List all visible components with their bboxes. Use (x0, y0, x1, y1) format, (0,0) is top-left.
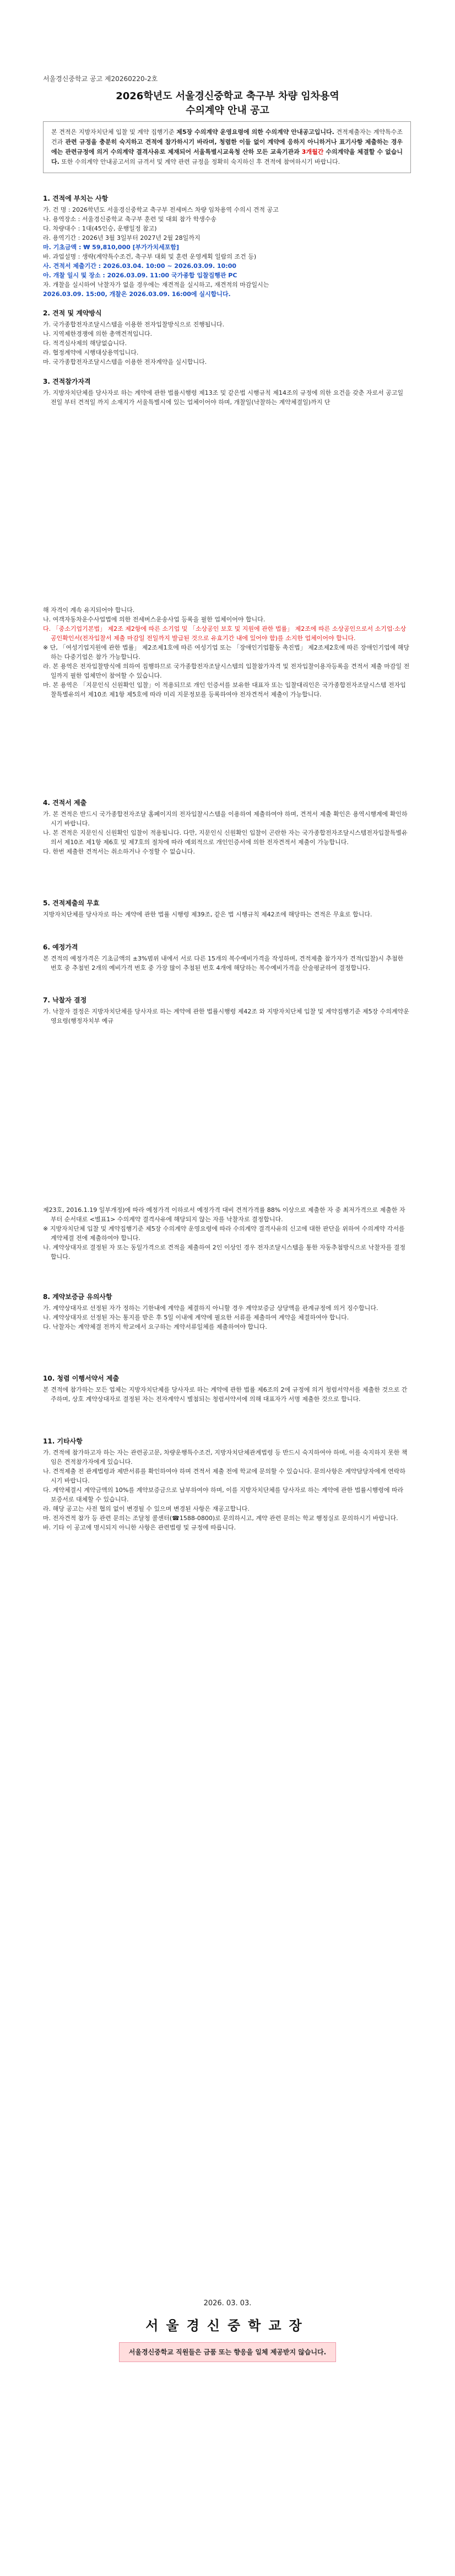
intro-text-3: 또한 수의계약 안내공고서의 규격서 및 계약 관련 규정을 정확히 숙지하신 후 견적에 참여하시기 바랍니다. (59, 158, 340, 165)
section-heading: 5. 견적제출의 무효 (43, 899, 100, 907)
section-body: 본 견적의 예정가격은 기초금액의 ±3%범위 내에서 서로 다른 15개의 복수예비가격을 작성하며, 견적제출 참가자가 견적(입찰)시 추첨한 번호 중 추첨빈 2개의 예비가격 번호 중 가장 많이 추첨된 번호 4개에 해당하는 복수예비가격을 산술평균하여 결정합니다. (43, 955, 404, 972)
section-body: 본 견적에 참가하는 모든 업체는 지방자치단체를 당사자로 하는 계약에 관한 법률 제6조의 2에 규정에 의거 청렴서약서를 제출한 것으로 간주하며, 상호 계약상대자로 결정된 자는 전자계약시 별첨되는 청렴서약서에 의해 대표자가 서명 제출한 것으로 합니다. (43, 1386, 408, 1403)
list-item: 2026.03.09. 15:00, 개찰은 2026.03.09. 16:00에 실시합니다. (43, 291, 231, 298)
list-item: 나. 여객자동차운수사업법에 의한 전세버스운송사업 등록을 필한 업체이어야 합니다. (43, 616, 266, 623)
section-3 (43, 377, 411, 407)
list-item: 나. 계약상대자로 결정된 자 또는 동일가격으로 견적을 제출하여 2인 이상인 경우 전자조달시스템을 통한 자동추첨방식으로 낙찰자를 결정합니다. (43, 1244, 405, 1260)
list-item: 다. 「중소기업기본법」 제2조 제2항에 따른 소기업 및 「소상공인 보호 및 지원에 관한 법률」 제2조에 따른 소상공인으로서 소기업·소상공인확인서(전자입찰서 제출 마감일 전일까지 발급된 것으로 유효기간 내에 있어야 함)를 소지한 업체이어야 합니다. (43, 625, 407, 642)
section-1 (43, 194, 411, 299)
list-item: 사. 견적서 제출기간 : 2026.03.04. 10:00 ~ 2026.03.09. 10:00 (43, 262, 236, 270)
intro-red-1: 3개월간 (299, 148, 324, 155)
list-item: ※ 지방자치단체 입찰 및 계약집행기준 제5장 수의계약 운영요령에 따라 수의계약 결격사유의 신고에 대한 판단을 위하여 수의계약 각서를 계약체결 전에 제출하여야 합니다. (43, 1225, 405, 1242)
section-heading: 10. 청렴 이행서약서 제출 (43, 1375, 120, 1382)
list-item: ※ 단, 「여성기업지원에 관한 법률」 제2조제1호에 따른 여성기업 또는 「장애인기업활동 촉진법」 제2조제2호에 따른 장애인기업에 해당하는 다중기업은 참가 가능합니다. (43, 644, 409, 661)
list-item: 나. 지역제한경쟁에 의한 총액견적입니다. (43, 330, 153, 337)
section-3-continued (43, 605, 411, 699)
list-item: 마. 본 용역은 「지문인식 신원확인 입찰」이 적용되므로 개인 인증서를 보유한 대표자 또는 입찰대리인은 국가종합전자조달시스템 전자입찰특별유의서 제10조 제1항 제5호에 따라 미리 지문정보를 등록하여야 전자견적서 제출이 가능합니다. (43, 681, 406, 698)
list-item: 라. 용역기간 : 2026년 3월 3일부터 2027년 2월 28일까지 (43, 234, 201, 242)
section-10 (43, 1374, 411, 1404)
list-item: 라. 본 용역은 전자입찰방식에 의하여 집행하므로 국가종합전자조달시스템의 입찰참가자격 및 전자입찰이용자등록을 견적서 제출 마감일 전일까지 필한 업체만이 참여할 수 있습니다. (43, 663, 410, 679)
intro-bold-3: 수의계약을 체결할 수 없습니다. (51, 148, 403, 165)
title-line-1: 2026학년도 서울경신중학교 축구부 차량 임차용역 (116, 90, 339, 102)
school-name: 서울경신중학교장 (145, 2318, 310, 2333)
section-heading: 2. 견적 및 계약방식 (43, 309, 102, 317)
section-6 (43, 943, 411, 973)
section-11 (43, 1437, 411, 1532)
list-item: 나. 본 견적은 지문인식 신원확인 입찰이 적용됩니다. 다만, 지문인식 신원확인 입찰이 곤란한 자는 국가종합전자조달시스템전자입찰특별유의서 제10조 제1항 제6호 및 제7호의 절차에 따라 예외적으로 개인인증서에 의한 전자견적서 제출이 가능합니다. (43, 829, 408, 846)
section-5 (43, 899, 411, 919)
list-item: 가. 낙찰자 결정은 지방자치단체를 당사자로 하는 계약에 관한 법률시행령 제42조 와 지방자치단체 입찰 및 계약집행기준 제5장 수의계약운영요령(행정자치부 예규 (43, 1008, 409, 1024)
list-item: 나. 용역장소 : 서울경신중학교 축구부 훈련 및 대회 참가 학생수송 (43, 216, 216, 223)
section-heading: 8. 계약보증금 유의사항 (43, 1293, 112, 1301)
list-item: 라. 해당 공고는 사전 협의 없이 변경될 수 있으며 변경된 사항은 재공고합니다. (43, 1505, 250, 1512)
list-item: 가. 건 명 : 2026학년도 서울경신중학교 축구부 전세버스 차량 임차용역 수의시 견적 공고 (43, 206, 279, 213)
list-item: 마. 기초금액 : ₩ 59,810,000 [부가가치세포함] (43, 244, 180, 251)
document-number: 서울경신중학교 공고 제20260220-2호 (43, 75, 158, 83)
list-item: 가. 본 견적은 반드시 국가종합전자조달 홈페이지의 전자입찰시스템을 이용하여 제출하여야 하며, 견적서 제출 확인은 용역시행계에 확인하시기 바랍니다. (43, 811, 408, 827)
list-item: 다. 낙찰자는 계약체결 전까지 학교에서 요구하는 계약서류일체를 제출하여야 합니다. (43, 1323, 267, 1330)
section-7 (43, 996, 411, 1026)
section-heading: 6. 예정가격 (43, 943, 78, 951)
list-item: 마. 국가종합전자조달시스템을 이용한 전자계약을 실시합니다. (43, 358, 207, 366)
list-item: 가. 견적에 참가하고자 하는 자는 관련공고문, 차량운행특수조건, 지방자치단체관계법령 등 반드시 숙지하여야 하며, 이를 숙지하지 못한 책임은 견적참가자에게 있습니다. (43, 1449, 408, 1466)
intro-bold-2: 관련 규정을 충분히 숙지하고 견적에 참가하시기 바라며, 청렴한 이들 없이 계약에 응하지 아니하거나 표기사항 제출하는 경우에는 관련규정에 의거 수의계약 결격사유로 제재되어 서울특별시교육청 산하 모든 교육기관과 (51, 138, 403, 155)
intro-text-2: 견적제출자는 계약특수조건과 (51, 128, 403, 146)
section-heading: 4. 견적서 제출 (43, 799, 87, 807)
list-item: 다. 계약체결시 계약금액의 10%를 계약보증금으로 납부하여야 하며, 이를 지방자치단체를 당사자로 하는 계약에 관한 법률시행령에 따라 보증서로 대체할 수 있습니다. (43, 1486, 404, 1503)
list-item: 바. 과업설명 : 생략(계약특수조건, 축구부 대회 및 훈련 운영계획 일람의 조건 등) (43, 253, 257, 260)
list-item: 마. 전자견적 참가 등 관련 문의는 조달청 콜센터(☎1588-0800)로 문의하시고, 계약 관련 문의는 학교 행정실로 문의하시기 바랍니다. (43, 1515, 398, 1522)
list-item: 라. 협정계약에 시행대상용역입니다. (43, 349, 139, 356)
section-heading: 3. 견적참가자격 (43, 378, 91, 385)
list-item: 가. 계약상대자로 선정된 자가 정하는 기한내에 계약을 체결하지 아니할 경우 계약보증금 상당액을 관계규정에 의거 징수합니다. (43, 1305, 378, 1312)
list-item: 바. 기타 이 공고에 명시되지 아니한 사항은 관련법령 및 규정에 따릅니다. (43, 1524, 236, 1531)
list-item: 자. 개찰을 실시하여 낙찰자가 없을 경우에는 재견적을 실시하고, 재견적의 마감일시는 (43, 281, 269, 288)
section-body: 지방자치단체를 당사자로 하는 계약에 관한 법률 시행령 제39조, 같은 법 시행규칙 제42조에 해당하는 견적은 무효로 합니다. (43, 911, 372, 918)
section-7-continued (43, 1205, 411, 1262)
section-heading: 1. 견적에 부치는 사항 (43, 195, 109, 202)
list-item: 아. 개찰 일시 및 장소 : 2026.03.09. 11:00 국가종합 입찰집행관 PC (43, 272, 237, 279)
list-item: 나. 견적제출 전 관계법령과 제반서류를 확인하여야 하며 견적서 제출 전에 학교에 문의할 수 있습니다. 문의사항은 계약담당자에게 연락하시기 바랍니다. (43, 1468, 405, 1484)
list-item: 나. 계약상대자로 선정된 자는 통지를 받은 후 5일 이내에 계약에 필요한 서류를 제출하여 계약을 체결하여야 합니다. (43, 1314, 349, 1321)
intro-bold-1: 제5장 수의계약 운영요령에 의한 수의계약 안내공고입니다. (176, 128, 334, 136)
section-heading: 7. 낙찰자 결정 (43, 996, 87, 1004)
intro-text-1: 본 견적은 지방자치단체 입찰 및 계약 집행기준 (51, 128, 177, 136)
list-item: 다. 한번 제출한 견적서는 취소하거나 수정할 수 없습니다. (43, 848, 195, 855)
list-item: 다. 차량대수 : 1대(45인승, 운행일정 참고) (43, 225, 157, 232)
list-item: 가. 지방자치단체를 당사자로 하는 계약에 관한 법률시행령 제13조 및 같은법 시행규칙 제14조의 규정에 의한 요건을 갖춘 자로서 공고일 전일 부터 견적일 까지 소재지가 서울특별시에 있는 업체이어야 하며, 개찰일(낙찰하는 계약체결일)까지 단 (43, 389, 404, 406)
section-8 (43, 1292, 411, 1332)
list-item: 다. 적격심사제의 해당없습니다. (43, 340, 127, 347)
list-item: 제23호, 2016.1.19 일부개정)에 따라 예정가격 이하로서 예정가격 대비 견적가격률 88% 이상으로 제출한 자 중 최저가격으로 제출한 자부터 순서대로 <별표1> 수의계약 결격사유에 해당되지 않는 자를 낙찰자로 결정합니다. (43, 1206, 405, 1223)
intro-box (43, 121, 411, 173)
announcement-date: 2026. 03. 03. (203, 2299, 252, 2307)
integrity-notice: 서울경신중학교 직원들은 금품 또는 향응을 일체 제공받지 않습니다. (119, 2342, 336, 2362)
title-line-2: 수의계약 안내 공고 (186, 105, 269, 116)
section-heading: 11. 기타사항 (43, 1437, 83, 1445)
section-4 (43, 798, 411, 856)
list-item: 해 자격이 계속 유지되어야 합니다. (43, 607, 135, 614)
list-item: 가. 국가종합전자조달시스템을 이용한 전자입찰방식으로 진행됩니다. (43, 321, 225, 328)
section-2 (43, 309, 411, 367)
